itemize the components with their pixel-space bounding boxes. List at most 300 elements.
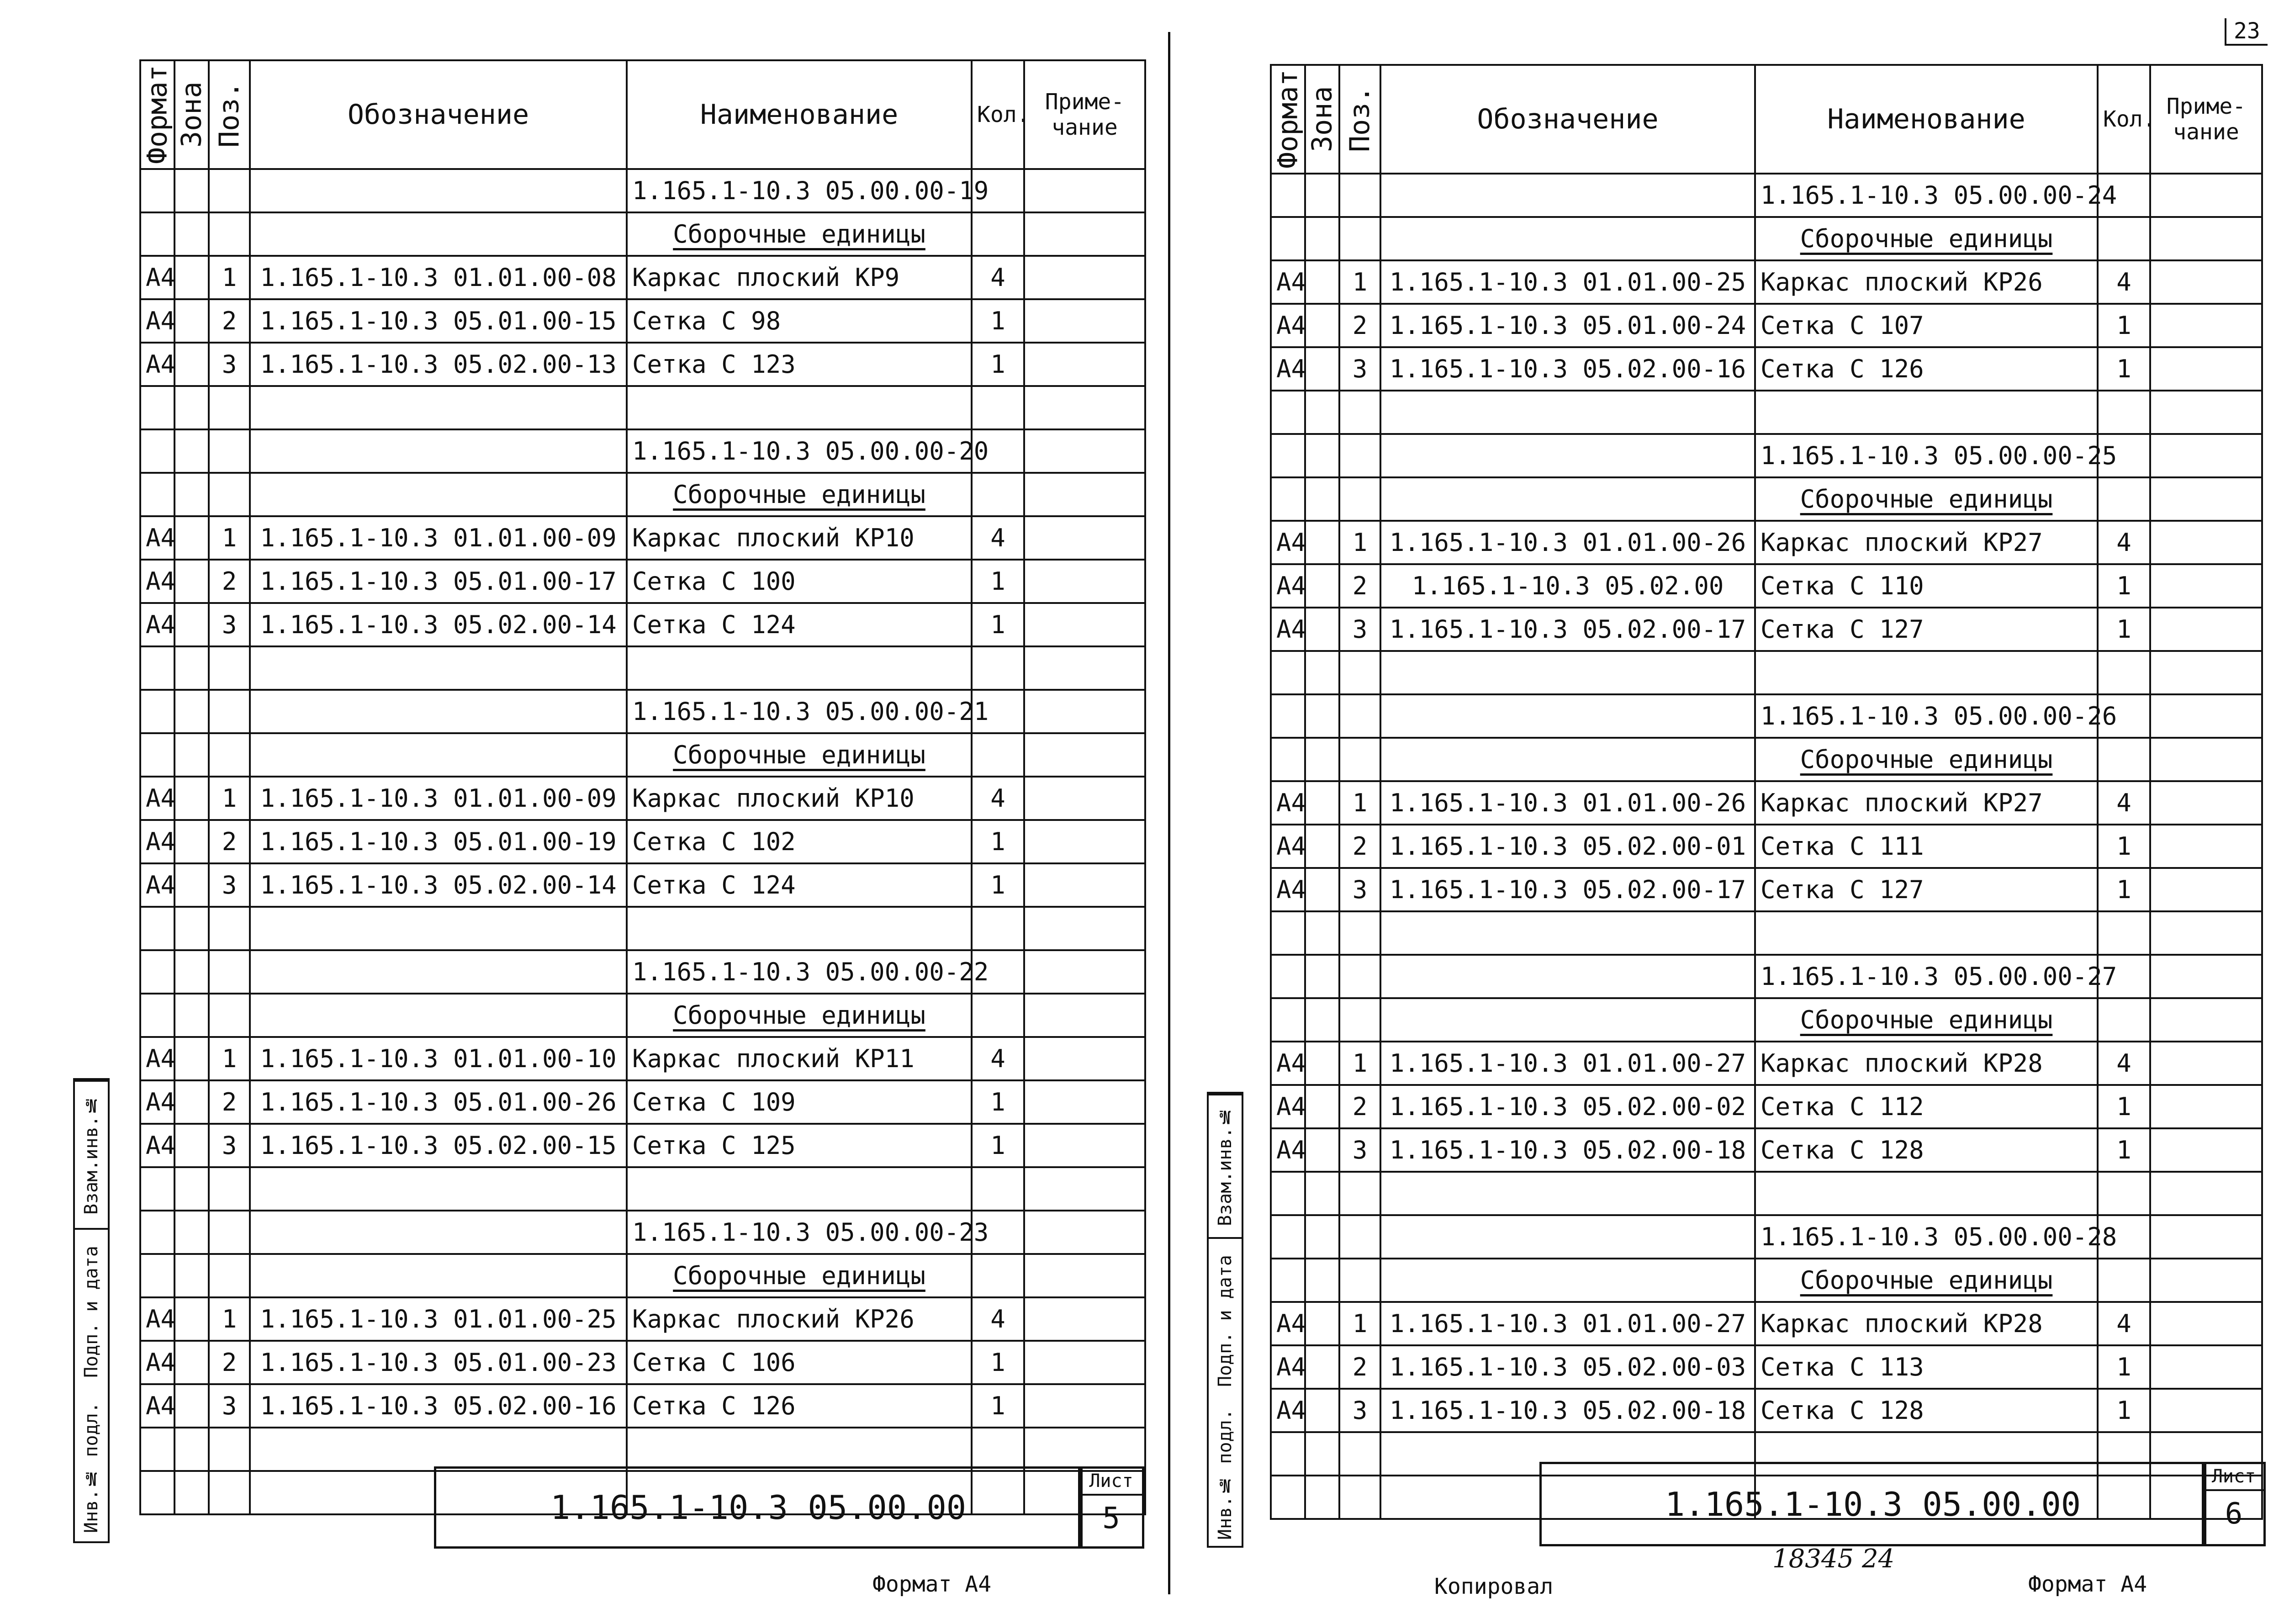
header-pos: Поз. [1339,65,1380,174]
format-cell: А4 [1271,781,1305,825]
empty-cell [1305,651,1339,694]
header-designation: Обозначение [250,60,627,169]
empty-cell [1024,1428,1145,1471]
designation-cell: 1.165.1-10.3 05.02.00-13 [250,343,627,386]
empty-cell [1305,738,1339,781]
table-row-blank [140,386,1145,429]
quantity-cell: 4 [972,1297,1024,1341]
format-cell: А4 [1271,1389,1305,1432]
table-row [1271,174,2262,217]
empty-cell [1305,174,1339,217]
stamp-replaced-inv: Взам.инв.№ [75,1080,108,1228]
empty-cell [174,733,209,777]
empty-cell [627,907,972,950]
assembly-code: 1.165.1-10.3 05.00.00-25 [1755,434,2098,477]
quantity-cell: 1 [2098,304,2150,347]
zone-cell [1305,1042,1339,1085]
table-row [1271,1042,2262,1085]
empty-cell [174,386,209,429]
spec-table-left [139,59,1146,1515]
note-cell [1024,1297,1145,1341]
empty-cell [1339,217,1380,260]
designation-cell: 1.165.1-10.3 05.02.00-14 [250,603,627,646]
section-heading: Сборочные единицы [1755,217,2098,260]
zone-cell [1305,260,1339,304]
empty-cell [2150,911,2262,955]
name-cell: Сетка С 123 [627,343,972,386]
assembly-code: 1.165.1-10.3 05.00.00-24 [1755,174,2098,217]
empty-cell [1755,391,2098,434]
empty-cell [209,950,250,994]
table-row [140,950,1145,994]
format-cell: А4 [140,560,174,603]
sheet-label: Лист [2204,1464,2263,1491]
designation-cell: 1.165.1-10.3 01.01.00-26 [1380,781,1755,825]
designation-cell: 1.165.1-10.3 05.02.00-18 [1380,1128,1755,1172]
empty-cell [1024,1254,1145,1297]
sheet-label: Лист [1080,1469,1142,1496]
empty-cell [209,386,250,429]
format-cell: А4 [1271,825,1305,868]
note-cell [2150,304,2262,347]
empty-cell [140,429,174,473]
section-heading: Сборочные единицы [627,212,972,256]
designation-cell: 1.165.1-10.3 01.01.00-25 [250,1297,627,1341]
note-cell [2150,1042,2262,1085]
position-cell: 3 [209,1124,250,1167]
empty-cell [1380,217,1755,260]
empty-cell [627,1428,972,1471]
side-stamp-left [73,1078,110,1543]
quantity-cell: 1 [2098,1128,2150,1172]
empty-cell [1024,907,1145,950]
name-cell: Каркас плоский КР10 [627,516,972,560]
table-row [140,429,1145,473]
empty-cell [2150,217,2262,260]
format-cell: А4 [140,1384,174,1428]
zone-cell [1305,521,1339,564]
empty-cell [1339,174,1380,217]
table-row [140,1341,1145,1384]
name-cell: Сетка С 128 [1755,1389,2098,1432]
table-row [1271,217,2262,260]
empty-cell [2098,391,2150,434]
assembly-code: 1.165.1-10.3 05.00.00-26 [1755,694,2098,738]
position-cell: 1 [209,1037,250,1080]
empty-cell [174,950,209,994]
empty-cell [1339,1259,1380,1302]
designation-cell: 1.165.1-10.3 05.01.00-24 [1380,304,1755,347]
note-cell [1024,863,1145,907]
table-row [140,994,1145,1037]
empty-cell [1024,646,1145,690]
table-row [1271,1085,2262,1128]
note-cell [1024,343,1145,386]
format-cell: А4 [140,516,174,560]
empty-cell [2098,911,2150,955]
quantity-cell: 1 [2098,347,2150,391]
empty-cell [2098,738,2150,781]
empty-cell [174,994,209,1037]
empty-cell [1380,477,1755,521]
sheet-number: 6 [2225,1497,2243,1531]
position-cell: 3 [1339,868,1380,911]
note-cell [2150,1345,2262,1389]
table-row [1271,694,2262,738]
quantity-cell: 1 [972,1384,1024,1428]
note-cell [2150,825,2262,868]
position-cell: 1 [209,256,250,299]
empty-cell [1024,994,1145,1037]
empty-cell [209,733,250,777]
name-cell: Сетка С 109 [627,1080,972,1124]
empty-cell [1380,998,1755,1042]
zone-cell [1305,1345,1339,1389]
format-cell: А4 [1271,347,1305,391]
section-heading: Сборочные единицы [627,1254,972,1297]
empty-cell [2098,651,2150,694]
position-cell: 2 [209,560,250,603]
table-row [1271,781,2262,825]
name-cell: Каркас плоский КР26 [627,1297,972,1341]
position-cell: 3 [1339,1128,1380,1172]
quantity-cell: 1 [972,1124,1024,1167]
empty-cell [1380,391,1755,434]
empty-cell [209,473,250,516]
empty-cell [972,646,1024,690]
empty-cell [174,907,209,950]
zone-cell [174,777,209,820]
name-cell: Сетка С 124 [627,863,972,907]
empty-cell [1339,955,1380,998]
empty-cell [250,473,627,516]
name-cell: Сетка С 106 [627,1341,972,1384]
format-cell: А4 [140,299,174,343]
table-row [1271,608,2262,651]
empty-cell [1339,477,1380,521]
empty-cell [1271,1215,1305,1259]
stamp-replaced-inv: Взам.инв.№ [1209,1094,1242,1237]
position-cell: 2 [209,1341,250,1384]
stamp-inv-original: Инв.№ подл. [1215,1409,1236,1540]
designation-cell: 1.165.1-10.3 05.02.00-17 [1380,868,1755,911]
empty-cell [209,994,250,1037]
position-cell: 1 [1339,781,1380,825]
empty-cell [1339,651,1380,694]
empty-cell [174,1211,209,1254]
empty-cell [2098,1172,2150,1215]
format-cell: А4 [1271,564,1305,608]
name-cell: Сетка С 127 [1755,868,2098,911]
footer-format-right: Формат А4 [2028,1571,2147,1597]
note-cell [2150,1389,2262,1432]
empty-cell [250,1211,627,1254]
empty-cell [250,907,627,950]
table-row [1271,998,2262,1042]
position-cell: 2 [209,299,250,343]
assembly-code: 1.165.1-10.3 05.00.00-21 [627,690,972,733]
note-cell [1024,1037,1145,1080]
empty-cell [1755,1172,2098,1215]
empty-cell [250,1167,627,1211]
empty-cell [1305,998,1339,1042]
table-row [140,1297,1145,1341]
empty-cell [1339,1215,1380,1259]
section-heading: Сборочные единицы [1755,998,2098,1042]
name-cell: Каркас плоский КР28 [1755,1302,2098,1345]
empty-cell [2150,174,2262,217]
spec-header [140,60,1145,169]
table-row-blank [1271,651,2262,694]
header-format: Формат [1271,65,1305,174]
empty-cell [1755,651,2098,694]
note-cell [1024,1080,1145,1124]
zone-cell [1305,347,1339,391]
empty-cell [1271,174,1305,217]
header-note: Приме- чание [1024,60,1145,169]
empty-cell [2150,477,2262,521]
format-cell: А4 [140,777,174,820]
empty-cell [250,212,627,256]
table-row [140,690,1145,733]
note-cell [2150,347,2262,391]
position-cell: 2 [1339,304,1380,347]
empty-cell [174,169,209,212]
name-cell: Каркас плоский КР26 [1755,260,2098,304]
empty-cell [2150,694,2262,738]
table-row [1271,521,2262,564]
table-row [1271,477,2262,521]
format-cell: А4 [1271,260,1305,304]
page-divider [1168,32,1170,1594]
designation-cell: 1.165.1-10.3 05.02.00-18 [1380,1389,1755,1432]
name-cell: Каркас плоский КР27 [1755,521,2098,564]
empty-cell [2150,738,2262,781]
empty-cell [209,646,250,690]
empty-cell [140,646,174,690]
table-row [1271,825,2262,868]
empty-cell [1380,694,1755,738]
table-row [140,1384,1145,1428]
table-row [1271,1128,2262,1172]
empty-cell [1339,391,1380,434]
stamp-inv-original: Инв.№ подл. [81,1402,102,1534]
empty-cell [2150,955,2262,998]
note-cell [1024,516,1145,560]
quantity-cell: 1 [972,820,1024,863]
empty-cell [209,1167,250,1211]
format-cell: А4 [140,1037,174,1080]
table-row [1271,434,2262,477]
table-row-blank [140,1167,1145,1211]
empty-cell [209,1211,250,1254]
section-heading: Сборочные единицы [1755,477,2098,521]
position-cell: 3 [209,343,250,386]
section-heading: Сборочные единицы [1755,1259,2098,1302]
table-row [140,733,1145,777]
quantity-cell: 4 [972,256,1024,299]
empty-cell [972,1254,1024,1297]
empty-cell [140,212,174,256]
assembly-code: 1.165.1-10.3 05.00.00-28 [1755,1215,2098,1259]
stamp-signature-date: Подп. и дата [75,1228,108,1394]
designation-cell: 1.165.1-10.3 05.01.00-17 [250,560,627,603]
empty-cell [1305,391,1339,434]
assembly-code: 1.165.1-10.3 05.00.00-19 [627,169,972,212]
empty-cell [140,950,174,994]
designation-cell: 1.165.1-10.3 05.02.00-16 [250,1384,627,1428]
table-row [140,516,1145,560]
quantity-cell: 1 [972,603,1024,646]
empty-cell [1380,1172,1755,1215]
empty-cell [140,1471,174,1514]
empty-cell [1024,473,1145,516]
quantity-cell: 4 [2098,260,2150,304]
name-cell: Сетка С 113 [1755,1345,2098,1389]
zone-cell [174,1124,209,1167]
section-heading: Сборочные единицы [627,473,972,516]
name-cell: Сетка С 102 [627,820,972,863]
position-cell: 3 [1339,608,1380,651]
table-row [140,1254,1145,1297]
zone-cell [174,560,209,603]
table-row [1271,1215,2262,1259]
zone-cell [1305,1085,1339,1128]
designation-cell: 1.165.1-10.3 05.02.00-16 [1380,347,1755,391]
table-row [1271,347,2262,391]
name-cell: Каркас плоский КР28 [1755,1042,2098,1085]
format-cell: А4 [140,1124,174,1167]
table-row-blank [140,646,1145,690]
table-row [140,777,1145,820]
position-cell: 2 [1339,825,1380,868]
section-heading: Сборочные единицы [627,733,972,777]
quantity-cell: 1 [2098,1085,2150,1128]
empty-cell [972,473,1024,516]
note-cell [2150,1128,2262,1172]
empty-cell [2150,651,2262,694]
table-row-blank [1271,1172,2262,1215]
name-cell: Сетка С 107 [1755,304,2098,347]
empty-cell [2150,1215,2262,1259]
empty-cell [2150,391,2262,434]
position-cell: 1 [1339,1302,1380,1345]
empty-cell [209,1471,250,1514]
empty-cell [250,1254,627,1297]
empty-cell [1380,174,1755,217]
sheet-number-box-right [2202,1462,2266,1546]
spec-body-left [140,169,1145,1514]
empty-cell [1380,434,1755,477]
position-cell: 3 [1339,347,1380,391]
quantity-cell: 4 [972,516,1024,560]
empty-cell [209,690,250,733]
empty-cell [972,1428,1024,1471]
stamp-signature-date: Подп. и дата [1209,1237,1242,1403]
empty-cell [140,1254,174,1297]
position-cell: 3 [209,603,250,646]
empty-cell [209,1428,250,1471]
quantity-cell: 4 [972,777,1024,820]
position-cell: 3 [209,1384,250,1428]
empty-cell [1305,434,1339,477]
empty-cell [627,646,972,690]
format-cell: А4 [1271,1128,1305,1172]
quantity-cell: 4 [2098,1042,2150,1085]
empty-cell [250,646,627,690]
note-cell [2150,260,2262,304]
empty-cell [250,690,627,733]
footer-format-left: Формат А4 [872,1571,992,1597]
empty-cell [140,1211,174,1254]
empty-cell [1380,1259,1755,1302]
empty-cell [1271,955,1305,998]
name-cell: Сетка С 128 [1755,1128,2098,1172]
side-stamp-right [1207,1092,1243,1548]
designation-cell: 1.165.1-10.3 01.01.00-25 [1380,260,1755,304]
empty-cell [250,429,627,473]
format-cell: А4 [140,1080,174,1124]
empty-cell [250,386,627,429]
quantity-cell: 1 [972,863,1024,907]
empty-cell [1024,733,1145,777]
table-row [1271,564,2262,608]
table-row [140,863,1145,907]
note-cell [2150,1302,2262,1345]
empty-cell [140,733,174,777]
header-qty: Кол. [972,60,1024,169]
designation-cell: 1.165.1-10.3 01.01.00-26 [1380,521,1755,564]
note-cell [2150,608,2262,651]
spec-body-right [1271,174,2262,1519]
empty-cell [1271,911,1305,955]
empty-cell [209,212,250,256]
table-row [140,1211,1145,1254]
empty-cell [1339,738,1380,781]
header-designation: Обозначение [1380,65,1755,174]
note-cell [2150,781,2262,825]
name-cell: Сетка С 110 [1755,564,2098,608]
quantity-cell: 1 [972,1341,1024,1384]
format-cell: А4 [140,1297,174,1341]
empty-cell [1339,1476,1380,1519]
name-cell: Каркас плоский КР9 [627,256,972,299]
empty-cell [1305,694,1339,738]
zone-cell [174,343,209,386]
table-row [140,299,1145,343]
assembly-code: 1.165.1-10.3 05.00.00-27 [1755,955,2098,998]
empty-cell [1380,738,1755,781]
format-cell: А4 [1271,868,1305,911]
title-block-left: 1.165.1-10.3 05.00.00 [434,1466,1083,1549]
zone-cell [174,1080,209,1124]
name-cell: Каркас плоский КР11 [627,1037,972,1080]
format-cell: А4 [1271,1085,1305,1128]
empty-cell [1024,1167,1145,1211]
empty-cell [2150,1172,2262,1215]
designation-cell: 1.165.1-10.3 05.02.00-15 [250,1124,627,1167]
position-cell: 1 [209,516,250,560]
empty-cell [140,907,174,950]
table-row [140,343,1145,386]
position-cell: 1 [1339,260,1380,304]
format-cell: А4 [1271,304,1305,347]
table-row [140,212,1145,256]
empty-cell [140,1167,174,1211]
format-cell: А4 [1271,1042,1305,1085]
empty-cell [2098,477,2150,521]
designation-cell: 1.165.1-10.3 05.02.00-02 [1380,1085,1755,1128]
